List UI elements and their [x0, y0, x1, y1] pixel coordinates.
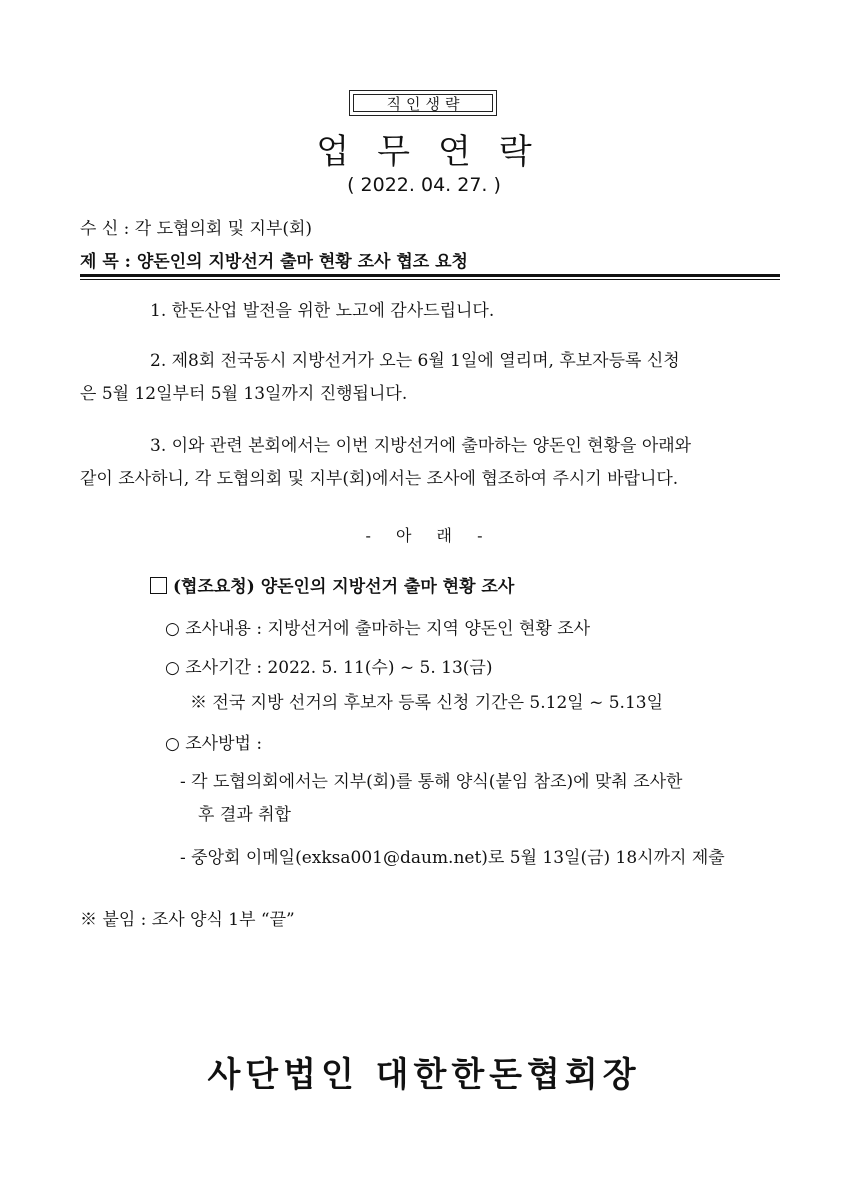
checkbox-square-icon	[150, 577, 167, 594]
header-divider-thin	[80, 279, 780, 280]
document-date: ( 2022. 04. 27. )	[347, 174, 501, 196]
seal-omitted-stamp	[349, 90, 497, 116]
registration-period-note: ※ 전국 지방 선거의 후보자 등록 신청 기간은 5.12일 ~ 5.13일	[190, 693, 664, 713]
header-divider-thick	[80, 274, 780, 277]
section-heading	[150, 572, 514, 597]
recipient-line: 수 신 : 각 도협의회 및 지부(회)	[80, 219, 313, 239]
survey-content-item: ○ 조사내용 : 지방선거에 출마하는 지역 양돈인 현황 조사	[165, 619, 591, 639]
paragraph-3-line-1: 3. 이와 관련 본회에서는 이번 지방선거에 출마하는 양돈인 현황을 아래와	[150, 436, 692, 456]
document-title: 업무연락	[316, 132, 560, 172]
paragraph-3-line-2: 같이 조사하니, 각 도협의회 및 지부(회)에서는 조사에 협조하여 주시기 바랍니다.	[80, 469, 679, 489]
method-dash-2: - 중앙회 이메일(exksa001@daum.net)로 5월 13일(금) 18시까지 제출	[180, 848, 725, 868]
subject-line: 제 목 : 양돈인의 지방선거 출마 현황 조사 협조 요청	[80, 252, 468, 272]
paragraph-2-line-2: 은 5월 12일부터 5월 13일까지 진행됩니다.	[80, 384, 408, 404]
paragraph-1: 1. 한돈산업 발전을 위한 노고에 감사드립니다.	[150, 301, 495, 321]
method-dash-1-line-1: - 각 도협의회에서는 지부(회)를 통해 양식(붙임 참조)에 맞춰 조사한	[180, 772, 683, 792]
paragraph-2-line-1: 2. 제8회 전국동시 지방선거가 오는 6월 1일에 열리며, 후보자등록 신청	[150, 351, 680, 371]
stamp-text: 직인생략	[353, 94, 493, 112]
attachment-line: ※ 붙임 : 조사 양식 1부 “끝”	[80, 910, 295, 930]
survey-period-item: ○ 조사기간 : 2022. 5. 11(수) ~ 5. 13(금)	[165, 658, 493, 678]
survey-method-item: ○ 조사방법 :	[165, 734, 263, 754]
below-marker: - 아 래 -	[365, 526, 483, 545]
sender-signature: 사단법인 대한한돈협회장	[207, 1055, 641, 1095]
method-dash-1-line-2: 후 결과 취합	[198, 805, 291, 825]
section-heading-text: (협조요청) 양돈인의 지방선거 출마 현황 조사	[173, 577, 515, 597]
